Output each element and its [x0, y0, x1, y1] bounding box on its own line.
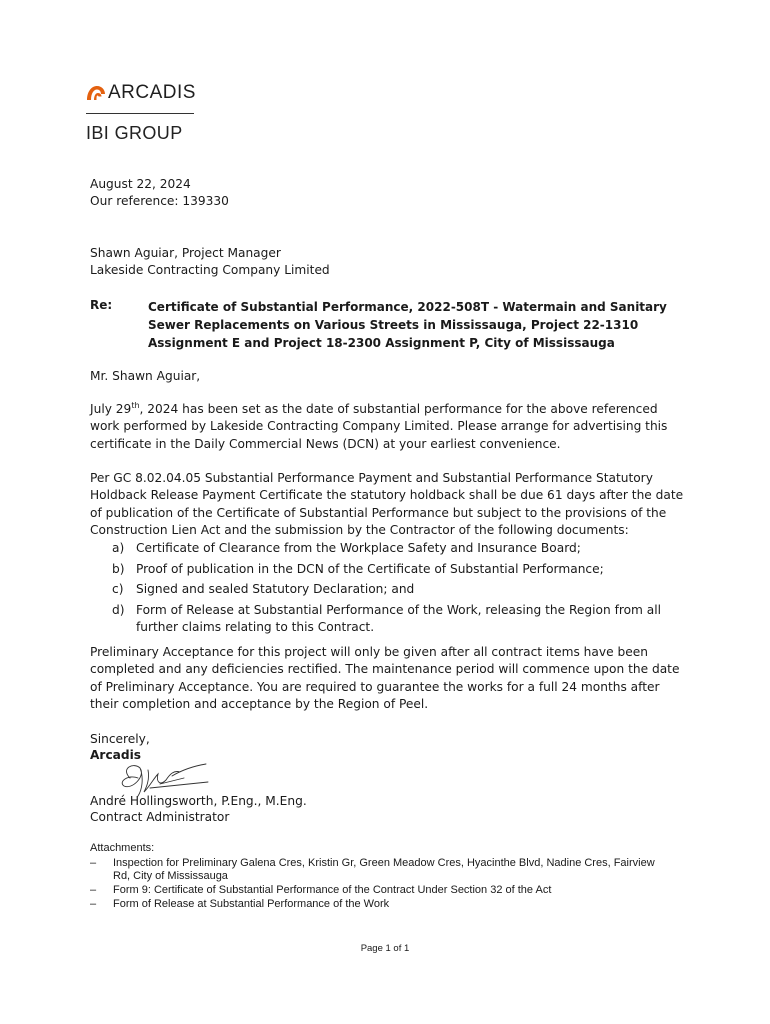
list-item: a) Certificate of Clearance from the Workplace Safety and Insurance Board; — [112, 541, 581, 555]
attachment-item: – Form of Release at Substantial Performance of the Work — [90, 898, 390, 910]
re-label: Re: — [90, 298, 113, 312]
arcadis-flame-icon — [86, 84, 106, 102]
list-item: d) Form of Release at Substantial Performance of the Work, releasing the Region from all further claims relating to this Contract. — [112, 603, 662, 635]
re-subject: Certificate of Substantial Performance, 2022-508T - Watermain and Sanitary Sewer Replacements on Various Streets in Mississauga, Project 22-1310 Assignment E and Project 18-2300 Assignment P, City of Mississauga — [148, 300, 667, 350]
ibi-group-wordmark: IBI GROUP — [86, 123, 183, 143]
paragraph-preliminary-acceptance: Preliminary Acceptance for this project will only be given after all contract items have been completed and any deficiencies rectified. The maintenance period will commence upon the date of Preliminary Acceptance. You are required to guarantee the works for a full 24 months after their completion and acceptance by the Region of Peel. — [90, 645, 680, 711]
list-item: b) Proof of publication in the DCN of the Certificate of Substantial Performance; — [112, 562, 604, 576]
closing-company: Arcadis — [90, 748, 142, 762]
attachments-label: Attachments: — [90, 842, 155, 854]
list-item: c) Signed and sealed Statutory Declaration; and — [112, 582, 415, 596]
paragraph-holdback: Per GC 8.02.04.05 Substantial Performance Payment and Substantial Performance Statutory Holdback Release Payment Certificate the statutory holdback shall be due 61 days after the date of publication of the Certificate of Substantial Performance but subject to the provisions of the Construction Lien Act and the submission by the Contractor of the following documents: — [90, 471, 684, 537]
arcadis-logo — [86, 82, 196, 104]
arcadis-wordmark: ARCADIS — [108, 82, 196, 103]
letter-date: August 22, 2024 — [90, 177, 191, 191]
recipient-company: Lakeside Contracting Company Limited — [90, 263, 330, 277]
closing: Sincerely, — [90, 732, 150, 746]
attachment-item: – Inspection for Preliminary Galena Cres, Kristin Gr, Green Meadow Cres, Hyacinthe Blvd, Nadine Cres, Fairview Rd, City of Mississauga — [90, 857, 655, 882]
logo-divider — [86, 113, 194, 114]
salutation: Mr. Shawn Aguiar, — [90, 369, 201, 383]
our-reference: Our reference: 139330 — [90, 194, 229, 208]
signer-name: André Hollingsworth, P.Eng., M.Eng. — [90, 794, 307, 808]
paragraph-substantial-date: July 29th, 2024 has been set as the date of substantial performance for the above referenced work performed by Lakeside Contracting Company Limited. Please arrange for advertising this certificate in the Daily Commercial News (DCN) at your earliest convenience. — [90, 400, 668, 451]
recipient-name-title: Shawn Aguiar, Project Manager — [90, 246, 281, 260]
page-number: Page 1 of 1 — [360, 943, 410, 954]
attachment-item: – Form 9: Certificate of Substantial Performance of the Contract Under Section 32 of the Act — [90, 884, 552, 896]
signer-title: Contract Administrator — [90, 810, 230, 824]
